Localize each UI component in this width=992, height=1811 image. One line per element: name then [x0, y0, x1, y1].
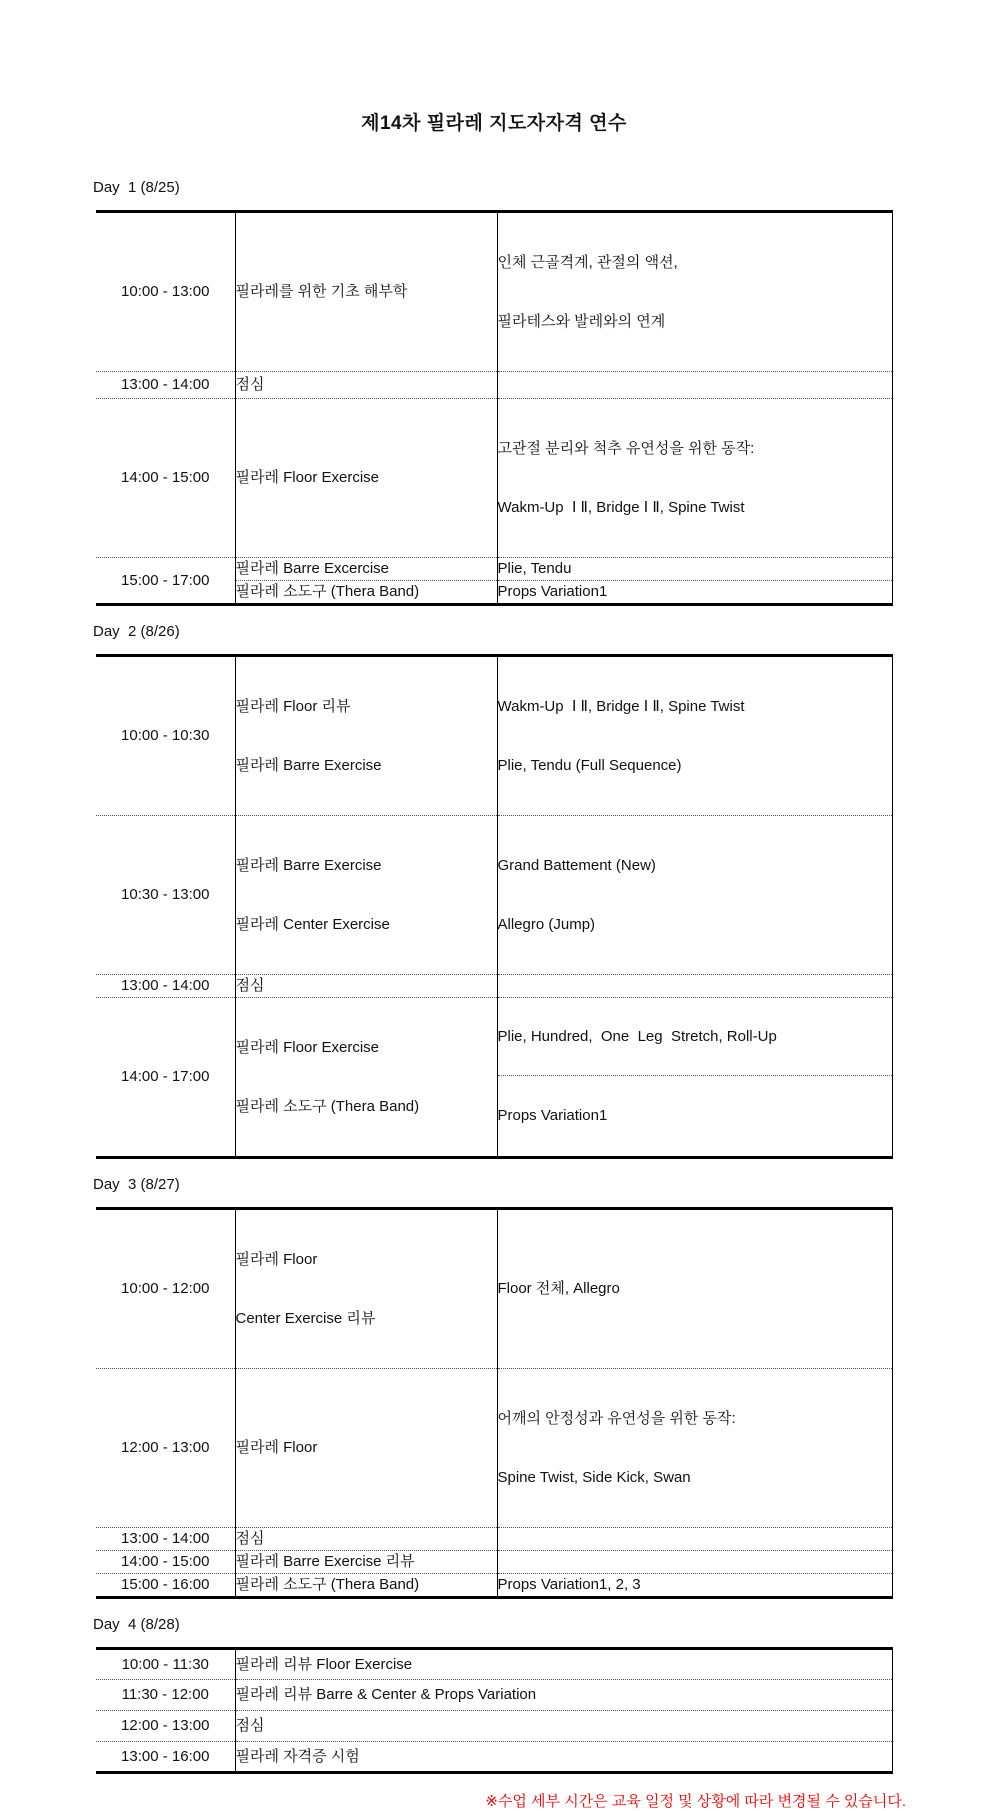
detail-cell: Props Variation1 — [497, 581, 892, 605]
table-row — [96, 1649, 892, 1680]
content-cell: 필라레 리뷰 Barre & Center & Props Variation — [235, 1680, 892, 1711]
time-cell: 13:00 - 14:00 — [96, 372, 235, 399]
subject-cell: 필라레 Floor — [235, 1369, 497, 1528]
detail-cell: 고관절 분리와 척추 유연성을 위한 동작: Wakm-Up Ⅰ Ⅱ, Bridge Ⅰ Ⅱ, Spine Twist — [497, 399, 892, 558]
day-4-schedule-table — [96, 1647, 893, 1774]
detail-cell: Plie, Hundred, One Leg Stretch, Roll-Up — [497, 998, 892, 1076]
table-row — [96, 998, 892, 1076]
subject-cell: 필라레 소도구 (Thera Band) — [235, 581, 497, 605]
table-row — [96, 975, 892, 998]
day-3-label: Day 3 (8/27) — [93, 1176, 180, 1193]
day-1-schedule-table — [96, 210, 893, 606]
subject-cell: 점심 — [235, 372, 497, 399]
content-cell: 점심 — [235, 1711, 892, 1742]
detail-cell: Wakm-Up Ⅰ Ⅱ, Bridge Ⅰ Ⅱ, Spine Twist Plie, Tendu (Full Sequence) — [497, 656, 892, 816]
time-cell: 14:00 - 15:00 — [96, 1551, 235, 1574]
detail-cell: Floor 전체, Allegro — [497, 1209, 892, 1369]
time-cell: 11:30 - 12:00 — [96, 1680, 235, 1711]
content-cell: 필라레 자격증 시험 — [235, 1742, 892, 1773]
table-row — [96, 1742, 892, 1773]
table-row — [96, 558, 892, 581]
day-4-section — [93, 1616, 992, 1774]
subject-cell: 필라레 소도구 (Thera Band) — [235, 1574, 497, 1598]
time-cell: 10:00 - 10:30 — [96, 656, 235, 816]
detail-cell: 인체 근골격계, 관절의 액션, 필라테스와 발레와의 연계 — [497, 212, 892, 372]
day-2-label: Day 2 (8/26) — [93, 623, 180, 640]
detail-cell: Grand Battement (New) Allegro (Jump) — [497, 816, 892, 975]
day-1-label: Day 1 (8/25) — [93, 179, 180, 196]
subject-cell: 필라레 Barre Exercise 리뷰 — [235, 1551, 497, 1574]
table-row — [96, 372, 892, 399]
day-3-section — [93, 1176, 992, 1599]
time-cell: 13:00 - 14:00 — [96, 975, 235, 998]
schedule-change-footnote: ※수업 세부 시간은 교육 일정 및 상황에 따라 변경될 수 있습니다. — [485, 1793, 906, 1810]
subject-cell: 필라레 Floor 리뷰 필라레 Barre Exercise — [235, 656, 497, 816]
document-title: 제14차 필라레 지도자자격 연수 — [361, 113, 627, 134]
time-cell: 15:00 - 17:00 — [96, 558, 235, 605]
time-cell: 10:00 - 12:00 — [96, 1209, 235, 1369]
time-cell: 14:00 - 17:00 — [96, 998, 235, 1158]
subject-cell: 점심 — [235, 975, 497, 998]
subject-cell: 필라레를 위한 기초 해부학 — [235, 212, 497, 372]
subject-cell: 필라레 Barre Excercise — [235, 558, 497, 581]
table-row — [96, 1680, 892, 1711]
time-cell: 15:00 - 16:00 — [96, 1574, 235, 1598]
table-row — [96, 1369, 892, 1528]
day-4-label: Day 4 (8/28) — [93, 1616, 180, 1633]
detail-cell: Plie, Tendu — [497, 558, 892, 581]
day-3-schedule-table — [96, 1207, 893, 1599]
detail-cell — [497, 372, 892, 399]
table-row — [96, 1528, 892, 1551]
detail-cell: 어깨의 안정성과 유연성을 위한 동작: Spine Twist, Side Kick, Swan — [497, 1369, 892, 1528]
detail-cell: Props Variation1, 2, 3 — [497, 1574, 892, 1598]
time-cell: 10:00 - 11:30 — [96, 1649, 235, 1680]
day-2-schedule-table — [96, 654, 893, 1159]
detail-cell — [497, 975, 892, 998]
table-row — [96, 816, 892, 975]
table-row — [96, 1551, 892, 1574]
time-cell: 12:00 - 13:00 — [96, 1711, 235, 1742]
table-row — [96, 656, 892, 816]
table-row — [96, 399, 892, 558]
day-2-section — [93, 623, 992, 1159]
table-row — [96, 1209, 892, 1369]
time-cell: 13:00 - 16:00 — [96, 1742, 235, 1773]
subject-cell: 필라레 Floor Exercise — [235, 399, 497, 558]
subject-cell: 필라레 Floor Exercise 필라레 소도구 (Thera Band) — [235, 998, 497, 1158]
table-row — [96, 212, 892, 372]
table-row — [96, 1711, 892, 1742]
subject-cell: 점심 — [235, 1528, 497, 1551]
subject-cell: 필라레 Floor Center Exercise 리뷰 — [235, 1209, 497, 1369]
table-row — [96, 1574, 892, 1598]
day-1-section — [93, 179, 992, 606]
time-cell: 14:00 - 15:00 — [96, 399, 235, 558]
time-cell: 12:00 - 13:00 — [96, 1369, 235, 1528]
content-cell: 필라레 리뷰 Floor Exercise — [235, 1649, 892, 1680]
time-cell: 10:00 - 13:00 — [96, 212, 235, 372]
time-cell: 10:30 - 13:00 — [96, 816, 235, 975]
detail-cell: Props Variation1 — [497, 1076, 892, 1158]
subject-cell: 필라레 Barre Exercise 필라레 Center Exercise — [235, 816, 497, 975]
detail-cell — [497, 1551, 892, 1574]
detail-cell — [497, 1528, 892, 1551]
time-cell: 13:00 - 14:00 — [96, 1528, 235, 1551]
